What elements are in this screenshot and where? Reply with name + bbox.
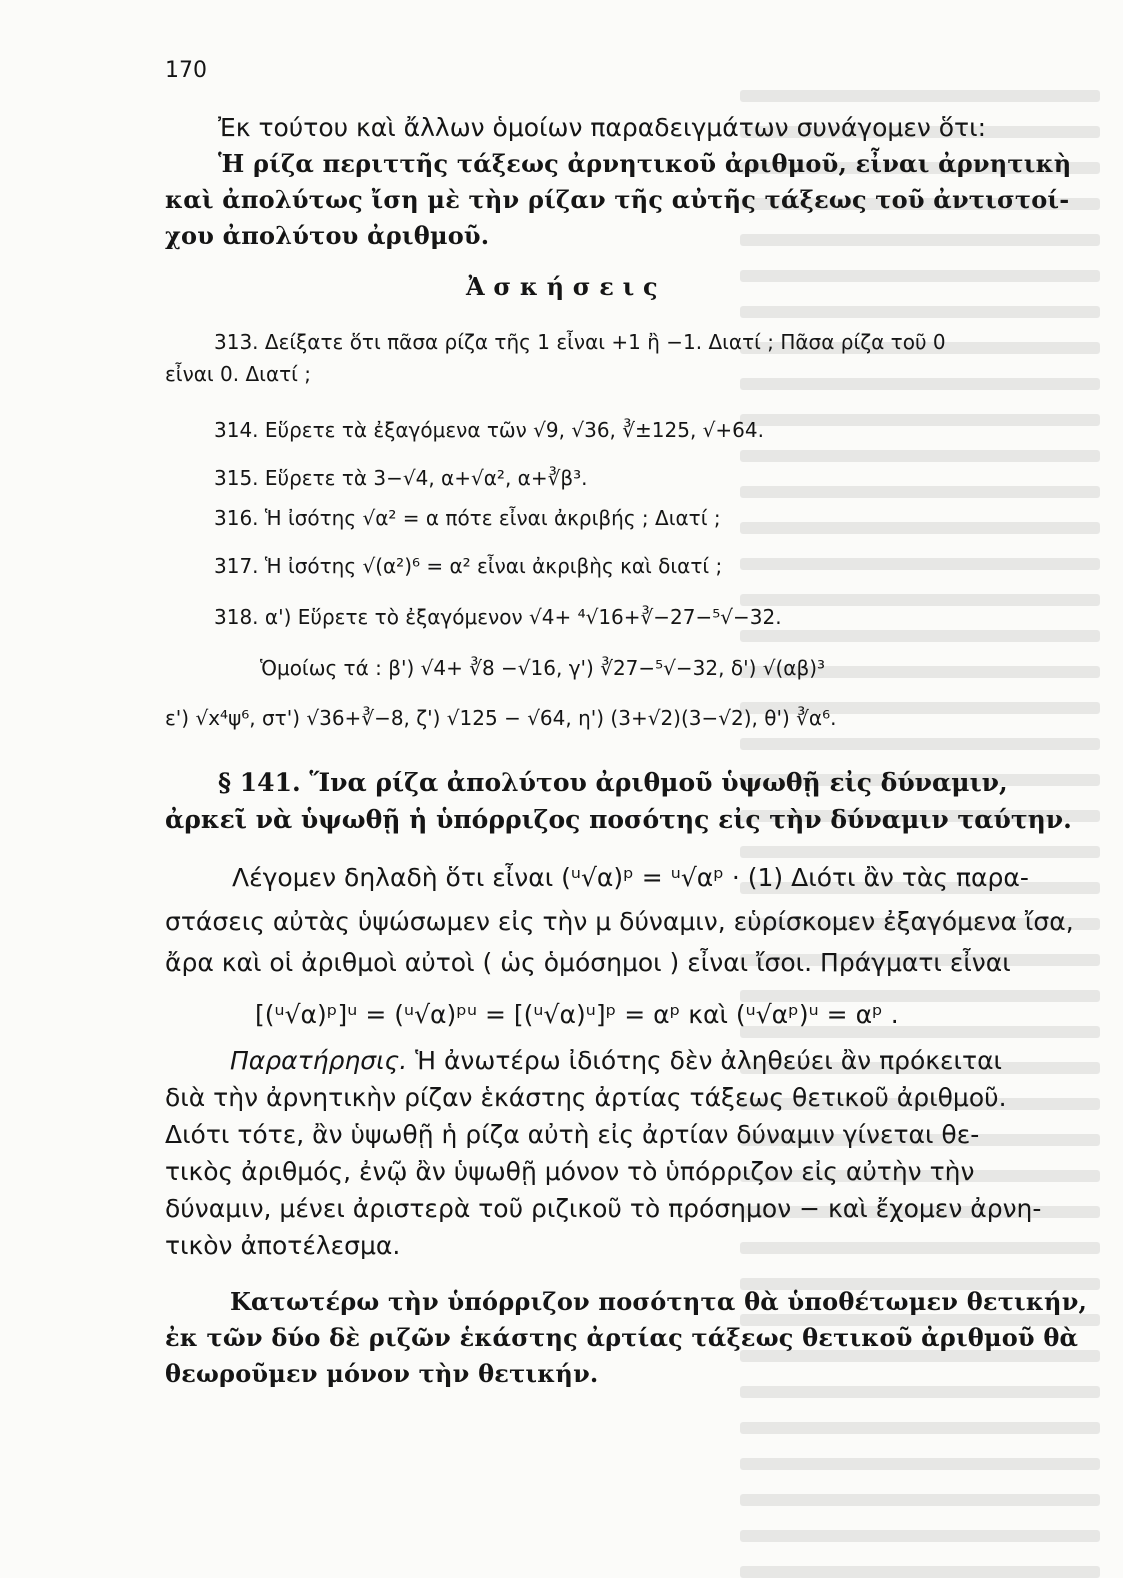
remark-line: διὰ τὴν ἀρνητικὴν ρίζαν ἑκάστης ἀρτίας τάξεως θετικοῦ ἀριθμοῦ. xyxy=(165,1083,1007,1112)
remark-line xyxy=(230,1046,1002,1075)
formula-line: [(ᵘ√α)ᵖ]ᵘ = (ᵘ√α)ᵖᵘ = [(ᵘ√α)ᵘ]ᵖ = αᵖ καὶ (ᵘ√αᵖ)ᵘ = αᵖ . xyxy=(255,1000,899,1029)
exercise-318-e-th: ε') √x⁴ψ⁶, στ') √36+∛−8, ζ') √125 − √64, η') (3+√2)(3−√2), θ') ∛α⁶. xyxy=(165,706,837,730)
exercise-317: 317. Ἡ ἰσότης √(α²)⁶ = α² εἶναι ἀκριβὴς καὶ διατί ; xyxy=(214,554,723,578)
intro-line: Ἐκ τούτου καὶ ἄλλων ὁμοίων παραδειγμάτων συνάγομεν ὅτι: xyxy=(218,113,986,142)
theorem-line: καὶ ἀπολύτως ἴση μὲ τὴν ρίζαν τῆς αὐτῆς τάξεως τοῦ ἀντιστοί- xyxy=(165,185,1070,214)
section-141-title: § 141. Ἵνα ρίζα ἀπολύτου ἀριθμοῦ ὑψωθῇ εἰς δύναμιν, xyxy=(218,768,1008,797)
exercise-315: 315. Εὕρετε τὰ 3−√4, α+√α², α+∛β³. xyxy=(214,466,588,490)
theorem-line: χου ἀπολύτου ἀριθμοῦ. xyxy=(165,221,490,250)
exercise-314: 314. Εὕρετε τὰ ἐξαγόμενα τῶν √9, √36, ∛±125, √+64. xyxy=(214,418,764,442)
page-number: 170 xyxy=(165,58,207,83)
body-line: ἄρα καὶ οἱ ἀριθμοὶ αὐτοὶ ( ὡς ὁμόσημοι ) εἶναι ἴσοι. Πράγματι εἶναι xyxy=(165,948,1011,977)
remark-line: τικὸς ἀριθμός, ἐνῷ ἂν ὑψωθῇ μόνον τὸ ὑπόρριζον εἰς αὐτὴν τὴν xyxy=(165,1157,975,1186)
remark-line: δύναμιν, μένει ἀριστερὰ τοῦ ριζικοῦ τὸ πρόσημον − καὶ ἔχομεν ἀρνη- xyxy=(165,1194,1042,1223)
exercise-313: 313. Δείξατε ὅτι πᾶσα ρίζα τῆς 1 εἶναι +1 ἢ −1. Διατί ; Πᾶσα ρίζα τοῦ 0 xyxy=(214,330,946,354)
remark-line: τικὸν ἀποτέλεσμα. xyxy=(165,1231,401,1260)
exercise-318: 318. α') Εὕρετε τὸ ἐξαγόμενον √4+ ⁴√16+∛−27−⁵√−32. xyxy=(214,605,782,629)
section-141-title: ἀρκεῖ νὰ ὑψωθῇ ἡ ὑπόρριζος ποσότης εἰς τὴν δύναμιν ταύτην. xyxy=(165,805,1072,834)
exercise-318-b-d: Ὁμοίως τά : β') √4+ ∛8 −√16, γ') ∛27−⁵√−32, δ') √(αβ)³ xyxy=(260,656,826,680)
remark-line: Διότι τότε, ἂν ὑψωθῇ ἡ ρίζα αὐτὴ εἰς ἀρτίαν δύναμιν γίνεται θε- xyxy=(165,1120,980,1149)
body-line: στάσεις αὐτὰς ὑψώσωμεν εἰς τὴν μ δύναμιν, εὑρίσκομεν ἐξαγόμενα ἴσα, xyxy=(165,907,1074,936)
body-line: Λέγομεν δηλαδὴ ὅτι εἶναι (ᵘ√α)ᵖ = ᵘ√αᵖ · (1) Διότι ἂν τὰς παρα- xyxy=(232,863,1029,892)
closing-line: Κατωτέρω τὴν ὑπόρριζον ποσότητα θὰ ὑποθέτωμεν θετικήν, xyxy=(230,1287,1088,1316)
remark-text: Ἡ ἀνωτέρω ἰδιότης δὲν ἀληθεύει ἂν πρόκειται xyxy=(407,1046,1003,1075)
theorem-line: Ἡ ρίζα περιττῆς τάξεως ἀρνητικοῦ ἀριθμοῦ, εἶναι ἀρνητικὴ xyxy=(218,149,1072,178)
exercise-316: 316. Ἡ ἰσότης √α² = α πότε εἶναι ἀκριβής ; Διατί ; xyxy=(214,506,721,530)
closing-line: θεωροῦμεν μόνον τὴν θετικήν. xyxy=(165,1359,599,1388)
exercise-313-cont: εἶναι 0. Διατί ; xyxy=(165,362,312,386)
exercises-heading: Ἀ σ κ ή σ ε ι ς xyxy=(466,272,658,301)
remark-label: Παρατήρησις. xyxy=(230,1046,408,1075)
closing-line: ἐκ τῶν δύο δὲ ριζῶν ἑκάστης ἀρτίας τάξεως θετικοῦ ἀριθμοῦ θὰ xyxy=(165,1323,1079,1352)
